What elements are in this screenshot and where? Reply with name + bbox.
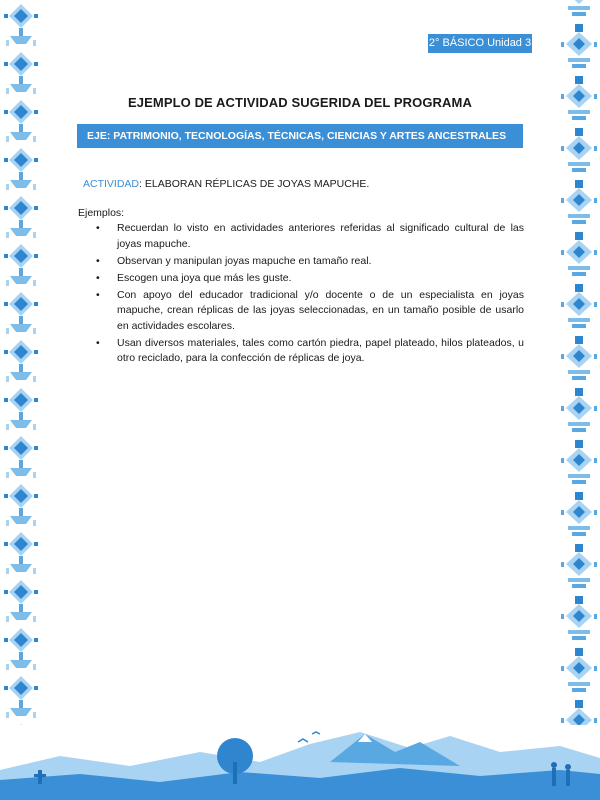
activity-title: : ELABORAN RÉPLICAS DE JOYAS MAPUCHE. [139, 178, 370, 190]
list-item-text: Observan y manipulan joyas mapuche en tamaño real. [117, 254, 372, 267]
bullet-icon: • [96, 271, 100, 284]
list-item-text: Con apoyo del educador tradicional y/o docente o de un especialista en joyas mapuche, crean réplicas de las joyas seleccionadas, en un tamaño posible de usarlo en actividades escolares. [117, 288, 524, 332]
list-item [96, 336, 524, 367]
examples-label: Ejemplos: [78, 207, 125, 219]
examples-list [96, 221, 524, 368]
bullet-icon: • [96, 254, 100, 267]
list-item-text: Escogen una joya que más les guste. [117, 271, 292, 284]
bullet-icon: • [96, 222, 100, 234]
eje-banner: EJE: PATRIMONIO, TECNOLOGÍAS, TÉCNICAS, CIENCIAS Y ARTES ANCESTRALES [77, 124, 523, 148]
grade-unit-badge: 2° BÁSICO Unidad 3 [428, 34, 532, 53]
list-item [96, 288, 524, 335]
activity-line [83, 178, 369, 190]
list-item [96, 254, 524, 270]
list-item [96, 271, 524, 287]
activity-label: ACTIVIDAD [83, 178, 140, 190]
list-item-text: Usan diversos materiales, tales como cartón piedra, papel plateado, hilos plateados, u otro reciclado, para la confección de réplicas de joya. [117, 336, 524, 364]
bullet-icon: • [96, 288, 100, 301]
list-item-text: Recuerdan lo visto en actividades anteriores referidas al significado cultural de las joyas mapuche. [117, 222, 524, 250]
page-title: EJEMPLO DE ACTIVIDAD SUGERIDA DEL PROGRAMA [128, 95, 472, 110]
list-item [96, 221, 524, 252]
bullet-icon: • [96, 336, 100, 349]
landscape-footer-illustration [0, 722, 600, 800]
